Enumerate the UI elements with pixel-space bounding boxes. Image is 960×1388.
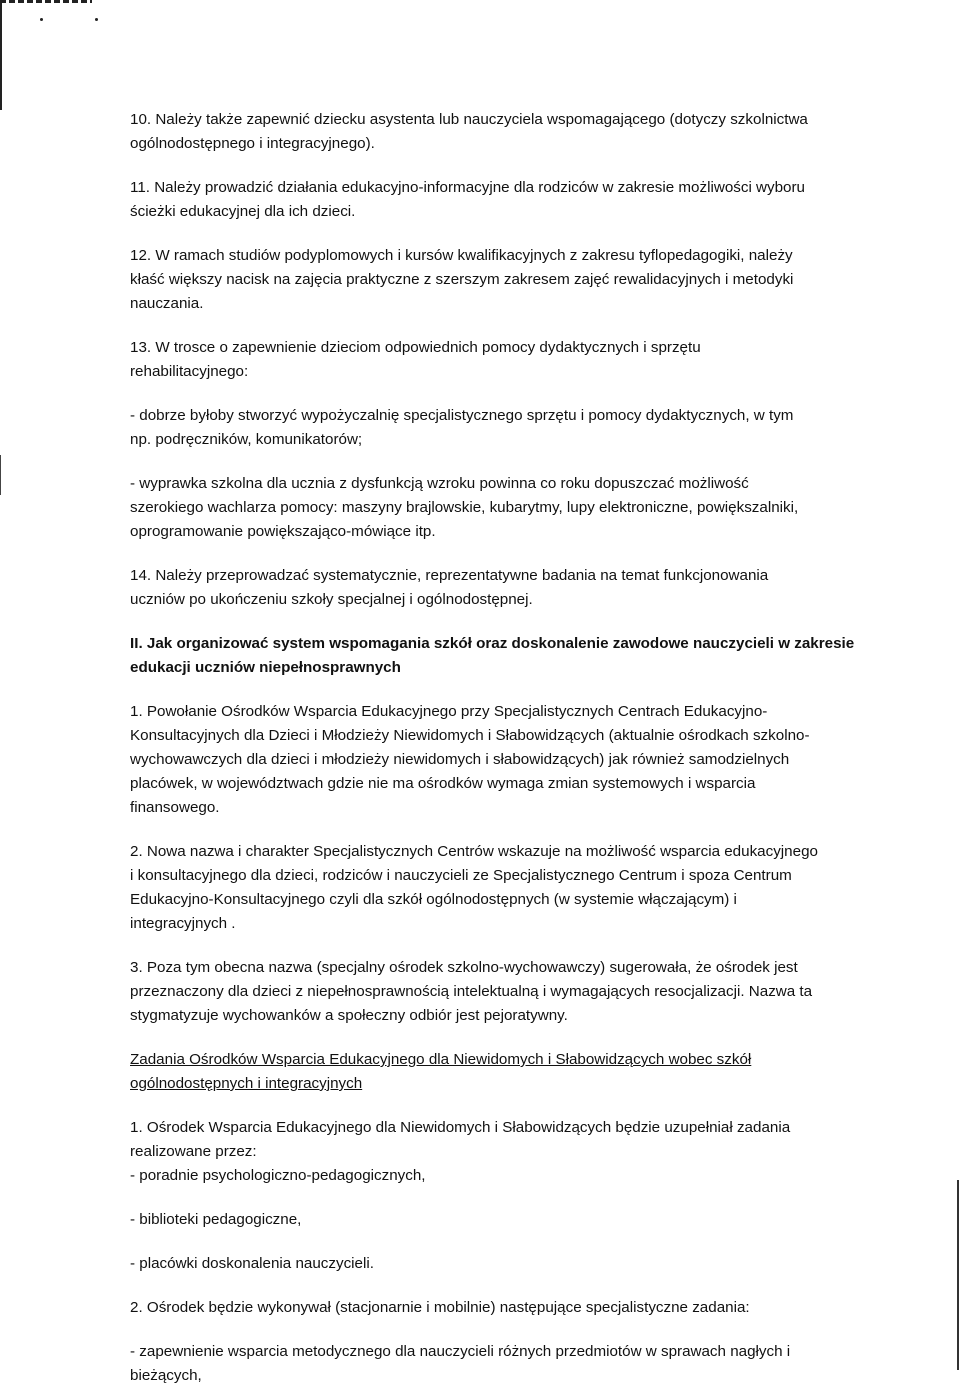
text-line: 13. W trosce o zapewnienie dzieciom odpowiednich pomocy dydaktycznych i sprzętu — [130, 339, 701, 356]
text-line: nauczania. — [130, 295, 204, 312]
text-line: ogólnodostępnego i integracyjnego). — [130, 135, 375, 152]
paragraph-14 — [130, 564, 875, 612]
tasks-item-1c — [130, 1252, 875, 1276]
text-line: bieżących, — [130, 1367, 202, 1384]
tasks-item-2 — [130, 1296, 875, 1320]
text-line: 14. Należy przeprowadzać systematycznie, reprezentatywne badania na temat funkcjonowania — [130, 567, 769, 584]
paragraph-10 — [130, 108, 875, 156]
paragraph-13 — [130, 336, 875, 384]
text-line: - dobrze byłoby stworzyć wypożyczalnię specjalistycznego sprzętu i pomocy dydaktycznych, w tym — [130, 407, 794, 424]
heading-line: edukacji uczniów niepełnosprawnych — [130, 659, 401, 676]
text-line: 10. Należy także zapewnić dziecku asystenta lub nauczyciela wspomagającego (dotyczy szkolnictwa — [130, 111, 808, 128]
text-line: rehabilitacyjnego: — [130, 363, 249, 380]
text-line: przeznaczony dla dzieci z niepełnosprawnością intelektualną i wymagających resocjalizacji. Nazwa ta — [130, 983, 813, 1000]
text-line: placówek, w województwach gdzie nie ma ośrodków wymaga zmian systemowych i wsparcia — [130, 775, 756, 792]
section-2-paragraph-3 — [130, 956, 875, 1028]
scan-artifact-dot — [95, 18, 98, 21]
heading-line: Zadania Ośrodków Wsparcia Edukacyjnego dla Niewidomych i Słabowidzących wobec szkół — [130, 1051, 752, 1068]
document-body — [130, 108, 875, 1388]
paragraph-13b — [130, 472, 875, 544]
text-line: - placówki doskonalenia nauczycieli. — [130, 1255, 374, 1272]
tasks-item-1 — [130, 1116, 875, 1188]
scan-artifact-left-2 — [0, 455, 1, 495]
tasks-item-1b — [130, 1208, 875, 1232]
tasks-item-2a — [130, 1340, 875, 1388]
scan-artifact-left — [0, 0, 2, 110]
text-line: - poradnie psychologiczno-pedagogicznych, — [130, 1167, 426, 1184]
text-line: ścieżki edukacyjnej dla ich dzieci. — [130, 203, 356, 220]
heading-line: II. Jak organizować system wspomagania szkół oraz doskonalenie zawodowe nauczycieli w zakresie — [130, 635, 855, 652]
scan-artifact-dot — [40, 18, 43, 21]
paragraph-11 — [130, 176, 875, 224]
text-line: kłaść większy nacisk na zajęcia praktyczne z szerszym zakresem zajęć rewalidacyjnych i metodyki — [130, 271, 794, 288]
text-line: 3. Poza tym obecna nazwa (specjalny ośrodek szkolno-wychowawczy) sugerowała, że ośrodek jest — [130, 959, 798, 976]
scan-artifact-top — [0, 0, 92, 3]
tasks-heading — [130, 1048, 875, 1096]
text-line: integracyjnych . — [130, 915, 236, 932]
text-line: finansowego. — [130, 799, 220, 816]
paragraph-12 — [130, 244, 875, 316]
text-line: np. podręczników, komunikatorów; — [130, 431, 363, 448]
text-line: i konsultacyjnego dla dzieci, rodziców i nauczycieli ze Specjalistycznego Centrum i spoza Centrum — [130, 867, 792, 884]
paragraph-13a — [130, 404, 875, 452]
text-line: - biblioteki pedagogiczne, — [130, 1211, 302, 1228]
text-line: - zapewnienie wsparcia metodycznego dla nauczycieli różnych przedmiotów w sprawach nagłych i — [130, 1343, 791, 1360]
section-2-paragraph-1 — [130, 700, 875, 820]
text-line: oprogramowanie powiększająco-mówiące itp. — [130, 523, 436, 540]
text-line: 1. Ośrodek Wsparcia Edukacyjnego dla Niewidomych i Słabowidzących będzie uzupełniał zadania — [130, 1119, 791, 1136]
text-line: 2. Ośrodek będzie wykonywał (stacjonarnie i mobilnie) następujące specjalistyczne zadania: — [130, 1299, 750, 1316]
text-line: uczniów po ukończeniu szkoły specjalnej i ogólnodostępnej. — [130, 591, 533, 608]
text-line: 2. Nowa nazwa i charakter Specjalistycznych Centrów wskazuje na możliwość wsparcia edukacyjnego — [130, 843, 818, 860]
scan-artifact-right — [957, 1180, 959, 1370]
text-line: 1. Powołanie Ośrodków Wsparcia Edukacyjnego przy Specjalistycznych Centrach Edukacyjno- — [130, 703, 768, 720]
text-line: szerokiego wachlarza pomocy: maszyny brajlowskie, kubarytmy, lupy elektroniczne, powiększalniki, — [130, 499, 799, 516]
text-line: - wyprawka szkolna dla ucznia z dysfunkcją wzroku powinna co roku dopuszczać możliwość — [130, 475, 749, 492]
text-line: Edukacyjno-Konsultacyjnego czyli dla szkół ogólnodostępnych (w systemie włączającym) i — [130, 891, 737, 908]
text-line: wychowawczych dla dzieci i młodzieży niewidomych i słabowidzących) jak również samodzielnych — [130, 751, 790, 768]
section-2-paragraph-2 — [130, 840, 875, 936]
heading-line: ogólnodostępnych i integracyjnych — [130, 1075, 363, 1092]
text-line: 12. W ramach studiów podyplomowych i kursów kwalifikacyjnych z zakresu tyflopedagogiki, należy — [130, 247, 793, 264]
text-line: stygmatyzuje wychowanków a społeczny odbiór jest pejoratywny. — [130, 1007, 568, 1024]
section-2-heading — [130, 632, 875, 680]
text-line: 11. Należy prowadzić działania edukacyjno-informacyjne dla rodziców w zakresie możliwości wyboru — [130, 179, 806, 196]
text-line: realizowane przez: — [130, 1143, 257, 1160]
text-line: Konsultacyjnych dla Dzieci i Młodzieży Niewidomych i Słabowidzących (aktualnie ośrodkach szkolno- — [130, 727, 810, 744]
